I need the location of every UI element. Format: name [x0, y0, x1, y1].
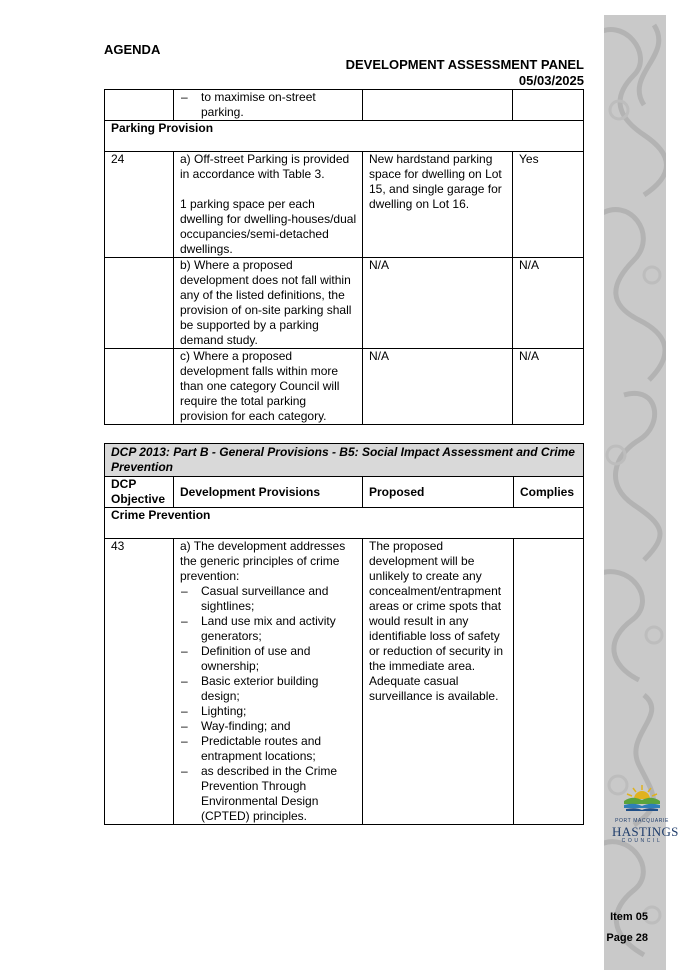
objective-number: 24 — [105, 152, 174, 258]
agenda-label: AGENDA — [104, 42, 161, 57]
section-row — [105, 121, 584, 152]
item-number: Item 05 — [610, 911, 648, 923]
list-item: – Casual surveillance and sightlines; — [180, 584, 357, 614]
list-item: – Lighting; — [180, 704, 357, 719]
principles-list — [180, 584, 357, 824]
complies-value: N/A — [513, 349, 584, 425]
meeting-date: 05/03/2025 — [518, 73, 584, 88]
table-row — [105, 349, 584, 425]
provision-text: a) Off-street Parking is provided in accordance with Table 3. — [180, 152, 350, 181]
section-heading: Crime Prevention — [105, 508, 584, 539]
page-number: Page 28 — [606, 932, 648, 944]
parking-provision-table — [104, 89, 584, 425]
list-item: – as described in the Crime Prevention Through Environmental Design (CPTED) principles. — [180, 764, 357, 824]
council-logo — [612, 783, 679, 845]
proposed-text: N/A — [363, 349, 513, 425]
table-row — [105, 90, 584, 121]
complies-value: Yes — [513, 152, 584, 258]
section-heading: Parking Provision — [105, 121, 584, 152]
logo-text-main: HASTINGS — [612, 824, 679, 839]
provision-text: a) The development addresses the generic principles of crime prevention: — [180, 539, 346, 583]
section-row — [105, 508, 584, 539]
proposed-text: The proposed development will be unlikely to create any concealment/entrapment areas or crime spots that would result in any identifiable loss of safety or reduction of security in the immediate area. Adequate casual surveillance is available. — [363, 539, 514, 825]
list-item: – Predictable routes and entrapment locations; — [180, 734, 357, 764]
logo-text-top: PORT MACQUARIE — [615, 818, 669, 824]
column-header-complies: Complies — [514, 477, 584, 508]
panel-title: DEVELOPMENT ASSESSMENT PANEL — [345, 57, 584, 72]
list-item: – Definition of use and ownership; — [180, 644, 357, 674]
table-row — [105, 539, 584, 825]
table-row — [105, 152, 584, 258]
table-row — [105, 258, 584, 349]
table-title: DCP 2013: Part B - General Provisions - B5: Social Impact Assessment and Crime Prevention — [105, 444, 584, 477]
list-item: – to maximise on-street parking. — [180, 90, 357, 120]
list-item: – Land use mix and activity generators; — [180, 614, 357, 644]
logo-text-bottom: COUNCIL — [621, 838, 663, 844]
column-header-proposed: Proposed — [363, 477, 514, 508]
proposed-text: New hardstand parking space for dwelling on Lot 15, and single garage for dwelling on Lot 16. — [363, 152, 513, 258]
list-item: – Way-finding; and — [180, 719, 357, 734]
provision-text: c) Where a proposed development falls within more than one category Council will require the total parking provision for each category. — [174, 349, 363, 425]
objective-number: 43 — [105, 539, 174, 825]
provision-text: b) Where a proposed development does not fall within any of the listed definitions, the provision of on-site parking shall be supported by a parking demand study. — [174, 258, 363, 349]
proposed-text: N/A — [363, 258, 513, 349]
complies-value — [514, 539, 584, 825]
table-title-row — [105, 444, 584, 477]
column-header-provisions: Development Provisions — [174, 477, 363, 508]
column-header-objective: DCP Objective — [105, 477, 174, 508]
complies-value: N/A — [513, 258, 584, 349]
provision-text: 1 parking space per each dwelling for dwelling-houses/dual occupancies/semi-detached dwellings. — [180, 197, 357, 256]
council-logo-icon — [622, 783, 662, 813]
list-item: – Basic exterior building design; — [180, 674, 357, 704]
page-header — [104, 42, 584, 88]
crime-prevention-table — [104, 443, 584, 825]
header-row — [105, 477, 584, 508]
